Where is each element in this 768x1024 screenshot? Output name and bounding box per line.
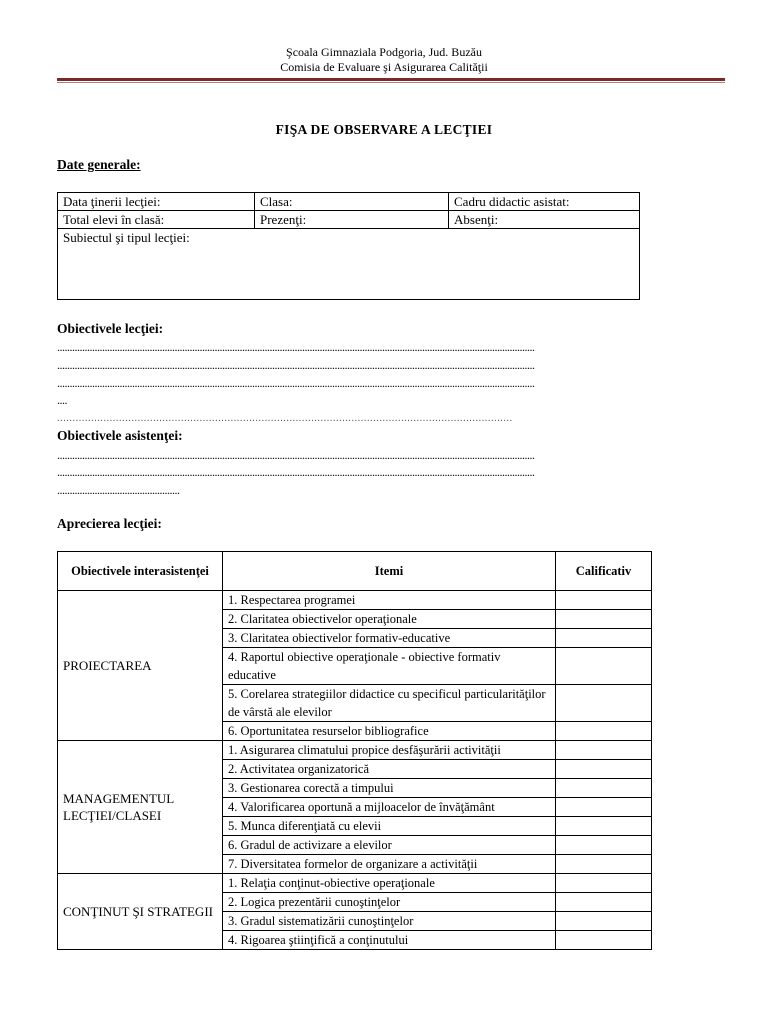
total-students-cell[interactable]: Total elevi în clasă: — [58, 211, 255, 229]
present-cell[interactable]: Prezenţi: — [255, 211, 449, 229]
table-row — [58, 591, 652, 610]
rating-cell[interactable] — [556, 874, 652, 893]
evaluation-table — [57, 551, 652, 950]
absent-cell[interactable]: Absenţi: — [449, 211, 640, 229]
general-data-heading: Date generale: — [57, 157, 141, 172]
item-cell: 3. Gradul sistematizării cunoştinţelor — [223, 912, 556, 931]
commission-name: Comisia de Evaluare şi Asigurarea Calităţii — [280, 60, 488, 74]
item-cell: 5. Munca diferenţiată cu elevii — [223, 817, 556, 836]
assist-objectives-line[interactable]: ............................................................................................................................................................................................... — [57, 448, 535, 462]
general-data-table — [57, 192, 640, 300]
assist-objectives-line[interactable]: ............................................................................................................................................................................................... — [57, 465, 535, 479]
rating-cell[interactable] — [556, 741, 652, 760]
item-cell: 6. Oportunitatea resurselor bibliografice — [223, 722, 556, 741]
lesson-objectives-line[interactable]: ............................................................................................................................................................................................... — [57, 376, 535, 390]
rating-cell[interactable] — [556, 629, 652, 648]
rating-cell[interactable] — [556, 931, 652, 950]
rating-cell[interactable] — [556, 779, 652, 798]
header-divider — [57, 78, 725, 81]
item-cell: 3. Claritatea obiectivelor formativ-educative — [223, 629, 556, 648]
rating-cell[interactable] — [556, 685, 652, 722]
category-cell: CONŢINUT ŞI STRATEGII — [58, 874, 223, 950]
item-cell: 1. Relaţia conţinut-obiective operaţionale — [223, 874, 556, 893]
school-name: Şcoala Gimnaziala Podgoria, Jud. Buzău — [286, 45, 482, 59]
item-cell: 3. Gestionarea corectă a timpului — [223, 779, 556, 798]
lesson-objectives-line[interactable]: ................................................................................................................................................... — [57, 413, 513, 424]
table-row — [58, 874, 652, 893]
lesson-subject-cell[interactable]: Subiectul şi tipul lecţiei: — [58, 229, 640, 300]
col-rating-header: Calificativ — [556, 552, 652, 591]
col-items-header: Itemi — [223, 552, 556, 591]
lesson-objectives-line[interactable]: .... — [57, 393, 67, 407]
rating-cell[interactable] — [556, 610, 652, 629]
lesson-date-cell[interactable]: Data ţinerii lecţiei: — [58, 193, 255, 211]
item-cell: 1. Asigurarea climatului propice desfăşurării activităţii — [223, 741, 556, 760]
teacher-cell[interactable]: Cadru didactic asistat: — [449, 193, 640, 211]
lesson-objectives-line[interactable]: ............................................................................................................................................................................................... — [57, 340, 535, 354]
table-row — [58, 741, 652, 760]
evaluation-heading: Aprecierea lecţiei: — [57, 516, 162, 531]
rating-cell[interactable] — [556, 648, 652, 685]
item-cell: 2. Logica prezentării cunoştinţelor — [223, 893, 556, 912]
rating-cell[interactable] — [556, 798, 652, 817]
header-divider-thin — [57, 82, 725, 83]
lesson-objectives-line[interactable]: ............................................................................................................................................................................................... — [57, 358, 535, 372]
rating-cell[interactable] — [556, 760, 652, 779]
rating-cell[interactable] — [556, 893, 652, 912]
item-cell: 4. Raportul obiective operaţionale - obiective formativ educative — [223, 648, 556, 685]
category-cell: MANAGEMENTUL LECŢIEI/CLASEI — [58, 741, 223, 874]
rating-cell[interactable] — [556, 855, 652, 874]
item-cell: 5. Corelarea strategiilor didactice cu specificul particularităţilor de vârstă ale elevilor — [223, 685, 556, 722]
item-cell: 1. Respectarea programei — [223, 591, 556, 610]
col-objectives-header: Obiectivele interasistenţei — [58, 552, 223, 591]
category-cell: PROIECTAREA — [58, 591, 223, 741]
rating-cell[interactable] — [556, 591, 652, 610]
item-cell: 6. Gradul de activizare a elevilor — [223, 836, 556, 855]
item-cell: 4. Valorificarea oportună a mijloacelor de învăţământ — [223, 798, 556, 817]
rating-cell[interactable] — [556, 722, 652, 741]
lesson-objectives-heading: Obiectivele lecţiei: — [57, 321, 164, 336]
assist-objectives-line[interactable]: ................................................. — [57, 483, 180, 497]
item-cell: 2. Claritatea obiectivelor operaţionale — [223, 610, 556, 629]
rating-cell[interactable] — [556, 836, 652, 855]
class-cell[interactable]: Clasa: — [255, 193, 449, 211]
item-cell: 4. Rigoarea ştiinţifică a conţinutului — [223, 931, 556, 950]
item-cell: 7. Diversitatea formelor de organizare a activităţii — [223, 855, 556, 874]
rating-cell[interactable] — [556, 912, 652, 931]
item-cell: 2. Activitatea organizatorică — [223, 760, 556, 779]
rating-cell[interactable] — [556, 817, 652, 836]
assist-objectives-heading: Obiectivele asistenţei: — [57, 428, 183, 443]
document-title: FIŞA DE OBSERVARE A LECŢIEI — [275, 122, 493, 137]
